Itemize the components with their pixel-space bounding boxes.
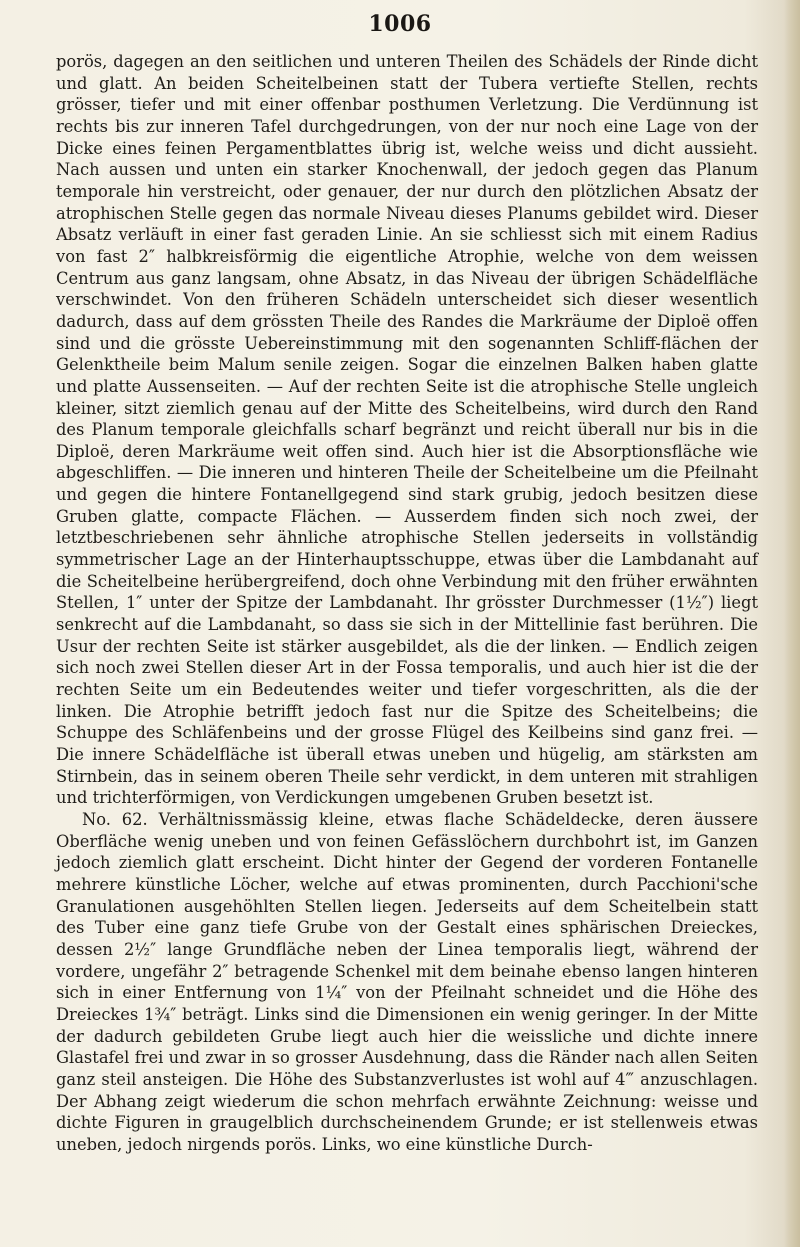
page-binding-edge [784,0,800,1247]
paragraph-case-description: porös, dagegen an den seitlichen und unteren Theilen des Schädels der Rinde dicht und glatt. An beiden Scheitelbeinen statt der Tubera vertiefte Stellen, rechts grösser, tiefer und mit einer offenbar posthumen Verletzung. Die Verdünnung ist rechts bis zur inneren Tafel durchgedrungen, von der nur noch eine Lage von der Dicke eines feinen Pergamentblattes übrig ist, welche weiss und dicht aussieht. Nach aussen und unten ein starker Knochenwall, der jedoch gegen das Planum temporale hin verstreicht, oder genauer, der nur durch den plötzlichen Absatz der atrophischen Stelle gegen das normale Niveau dieses Planums gebildet wird. Dieser Absatz verläuft in einer fast geraden Linie. An sie schliesst sich mit einem Radius von fast 2″ halbkreisförmig die eigentliche Atrophie, welche von dem weissen Centrum aus ganz langsam, ohne Absatz, in das Niveau der übrigen Schädelfläche verschwindet. Von den früheren Schädeln unterscheidet sich dieser wesentlich dadurch, dass auf dem grössten Theile des Randes die Markräume der Diploë offen sind und die grösste Uebereinstimmung mit den sogenannten Schliff-flächen der Gelenktheile beim Malum senile zeigen. Sogar die einzelnen Balken haben glatte und platte Aussenseiten. — Auf der rechten Seite ist die atrophische Stelle ungleich kleiner, sitzt ziemlich genau auf der Mitte des Scheitelbeins, wird durch den Rand des Planum temporale gleichfalls scharf begränzt und reicht überall nur bis in die Diploë, deren Markräume weit offen sind. Auch hier ist die Absorptionsfläche wie abgeschliffen. — Die inneren und hinteren Theile der Scheitelbeine um die Pfeilnaht und gegen die hintere Fontanellgegend sind stark grubig, jedoch besitzen diese Gruben glatte, compacte Flächen. — Ausserdem finden sich noch zwei, der letztbeschriebenen sehr ähnliche atrophische Stellen jederseits in vollständig symmetrischer Lage an der Hinterhauptsschuppe, etwas über die Lambdanaht auf die Scheitelbeine herübergreifend, doch ohne Verbindung mit den früher erwähnten Stellen, 1″ unter der Spitze der Lambdanaht. Ihr grösster Durchmesser (1½″) liegt senkrecht auf die Lambdanaht, so dass sie sich in der Mittellinie fast berühren. Die Usur der rechten Seite ist stärker ausgebildet, als die der linken. — Endlich zeigen sich noch zwei Stellen dieser Art in der Fossa temporalis, und auch hier ist die der rechten Seite um ein Bedeutendes weiter und tiefer vorgeschritten, als die der linken. Die Atrophie betrifft jedoch fast nur die Spitze des Scheitelbeins; die Schuppe des Schläfenbeins und der grosse Flügel des Keilbeins sind ganz frei. — Die innere Schädelfläche ist überall etwas uneben und hügelig, am stärksten am Stirnbein, das in seinem oberen Theile sehr verdickt, in dem unteren mit strahligen und trichterförmigen, von Verdickungen umgebenen Gruben besetzt ist. [56,52,758,808]
body-text [56,51,758,1155]
page-number: 1006 [368,11,432,37]
paragraph-no-62: No. 62. Verhältnissmässig kleine, etwas flache Schädeldecke, deren äussere Oberfläche wenig uneben und von feinen Gefässlöchern durchbohrt ist, im Ganzen jedoch ziemlich glatt erscheint. Dicht hinter der Gegend der vorderen Fontanelle mehrere künstliche Löcher, welche auf etwas prominenten, durch Pacchioni'sche Granulationen ausgehöhlten Stellen liegen. Jederseits auf dem Scheitelbein statt des Tuber eine ganz tiefe Grube von der Gestalt eines sphärischen Dreieckes, dessen 2½″ lange Grundfläche neben der Linea temporalis liegt, während der vordere, ungefähr 2″ betragende Schenkel mit dem beinahe ebenso langen hinteren sich in einer Entfernung von 1¼″ von der Pfeilnaht schneidet und die Höhe des Dreieckes 1¾″ beträgt. Links sind die Dimensionen ein wenig geringer. In der Mitte der dadurch gebildeten Grube liegt auch hier die weissliche und dichte innere Glastafel frei und zwar in so grosser Ausdehnung, dass die Ränder nach allen Seiten ganz steil ansteigen. Die Höhe des Substanzverlustes ist wohl auf 4‴ anzuschlagen. Der Abhang zeigt wiederum die schon mehrfach erwähnte Zeichnung: weisse und dichte Figuren in graugelblich durchscheinendem Grunde; er ist stellenweis etwas uneben, jedoch nirgends porös. Links, wo eine künstliche Durch- [56,809,758,1154]
